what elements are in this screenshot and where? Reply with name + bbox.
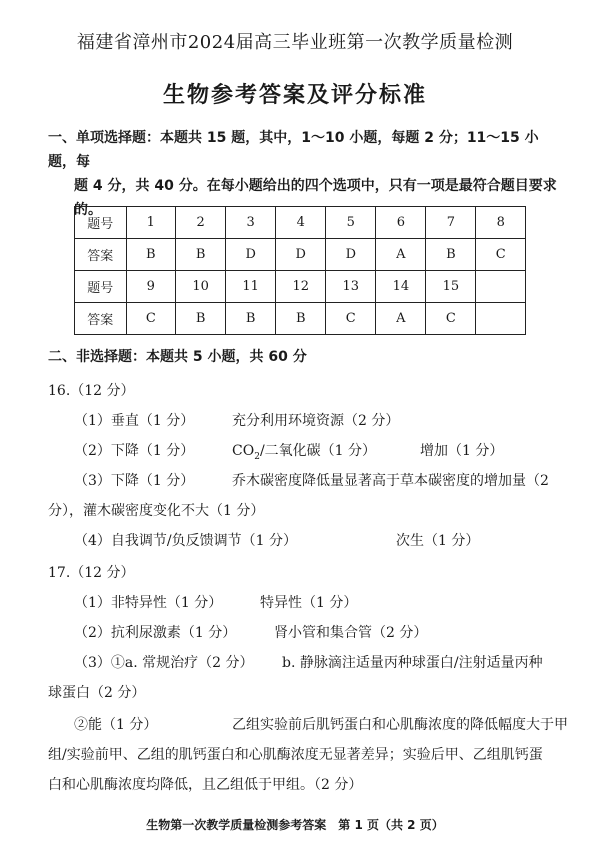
q16-part2-answer: 增加（1 分） <box>420 443 504 459</box>
answer-cell <box>476 303 526 335</box>
q17-part2-answer: 肾小管和集合管（2 分） <box>274 625 428 641</box>
q17-part4-answer: ②能（1 分） <box>74 717 158 733</box>
question-number: 8 <box>476 207 526 239</box>
answer-cell: D <box>226 239 276 271</box>
question-16-label: 16.（12 分） <box>48 383 135 399</box>
answer-cell: C <box>476 239 526 271</box>
table-row-numbers <box>75 207 526 239</box>
q16-part4-answer: 次生（1 分） <box>396 533 480 549</box>
answer-cell: C <box>426 303 476 335</box>
table-row-numbers <box>75 271 526 303</box>
q16-part3-answer: 乔木碳密度降低量显著高于草本碳密度的增加量（2 <box>232 473 549 489</box>
q17-part4-answer: 组/实验前甲、乙组的肌钙蛋白和心肌酶浓度无显著差异；实验后甲、乙组肌钙蛋 <box>48 747 543 763</box>
question-number: 11 <box>226 271 276 303</box>
answer-cell: C <box>326 303 376 335</box>
q16-part1-answer: 充分利用环境资源（2 分） <box>232 413 400 429</box>
row-label: 答案 <box>75 303 127 335</box>
question-number: 14 <box>376 271 426 303</box>
question-number <box>476 271 526 303</box>
page-footer: 生物第一次教学质量检测参考答案 第 1 页（共 2 页） <box>146 818 444 832</box>
document-title: 生物参考答案及评分标准 <box>162 83 427 108</box>
question-number: 6 <box>376 207 426 239</box>
answer-cell: D <box>276 239 326 271</box>
answer-cell: B <box>176 303 226 335</box>
answer-cell: B <box>176 239 226 271</box>
q16-part3-answer: 分），灌木碳密度变化不大（1 分） <box>48 503 265 519</box>
q16-part2-answer: $CO_2/$二氧化碳（1 分） <box>232 443 377 462</box>
q16-part1-answer: （1）垂直（1 分） <box>74 413 195 429</box>
q17-part1-answer: （1）非特异性（1 分） <box>74 595 223 611</box>
section-one-line: 一、单项选择题：本题共 15 题，其中，1～10 小题，每题 2 分；11～15 小题，每 <box>48 130 539 170</box>
answer-cell: D <box>326 239 376 271</box>
section-two-heading: 二、非选择题：本题共 5 小题，共 60 分 <box>48 349 307 365</box>
answer-table <box>74 206 526 335</box>
section-one-line: 题 4 分，共 40 分。在每小题给出的四个选项中，只有一项是最符合题目要求 <box>74 178 557 194</box>
question-17-label: 17.（12 分） <box>48 565 135 581</box>
row-label: 题号 <box>75 207 127 239</box>
q16-part2-answer: （2）下降（1 分） <box>74 443 195 459</box>
question-number: 12 <box>276 271 326 303</box>
q17-part2-answer: （2）抗利尿激素（1 分） <box>74 625 237 641</box>
question-number: 10 <box>176 271 226 303</box>
question-number: 3 <box>226 207 276 239</box>
q17-part3-answer: 球蛋白（2 分） <box>48 685 146 701</box>
answer-cell: C <box>126 303 175 335</box>
table-row-answers <box>75 239 526 271</box>
q17-part3-answer: （3）①a. 常规治疗（2 分） <box>74 655 254 671</box>
answer-cell: B <box>226 303 276 335</box>
row-label: 答案 <box>75 239 127 271</box>
answer-cell: A <box>376 303 426 335</box>
question-number: 5 <box>326 207 376 239</box>
table-row-answers <box>75 303 526 335</box>
row-label: 题号 <box>75 271 127 303</box>
exam-title: 福建省漳州市2024届高三毕业班第一次教学质量检测 <box>76 32 514 53</box>
question-number: 9 <box>126 271 175 303</box>
q16-part4-answer: （4）自我调节/负反馈调节（1 分） <box>74 533 297 549</box>
answer-cell: B <box>126 239 175 271</box>
question-number: 13 <box>326 271 376 303</box>
question-number: 1 <box>126 207 175 239</box>
question-number: 7 <box>426 207 476 239</box>
q17-part4-answer: 白和心肌酶浓度均降低，且乙组低于甲组。（2 分） <box>48 777 363 793</box>
q17-part4-answer: 乙组实验前后肌钙蛋白和心肌酶浓度的降低幅度大于甲 <box>232 717 568 733</box>
answer-cell: B <box>426 239 476 271</box>
answer-cell: B <box>276 303 326 335</box>
q17-part3-answer: b. 静脉滴注适量丙种球蛋白/注射适量丙种 <box>282 655 543 671</box>
q17-part1-answer: 特异性（1 分） <box>260 595 358 611</box>
section-one-line: 的。 <box>74 202 102 218</box>
q16-part3-answer: （3）下降（1 分） <box>74 473 195 489</box>
question-number: 4 <box>276 207 326 239</box>
question-number: 15 <box>426 271 476 303</box>
answer-cell: A <box>376 239 426 271</box>
question-number: 2 <box>176 207 226 239</box>
